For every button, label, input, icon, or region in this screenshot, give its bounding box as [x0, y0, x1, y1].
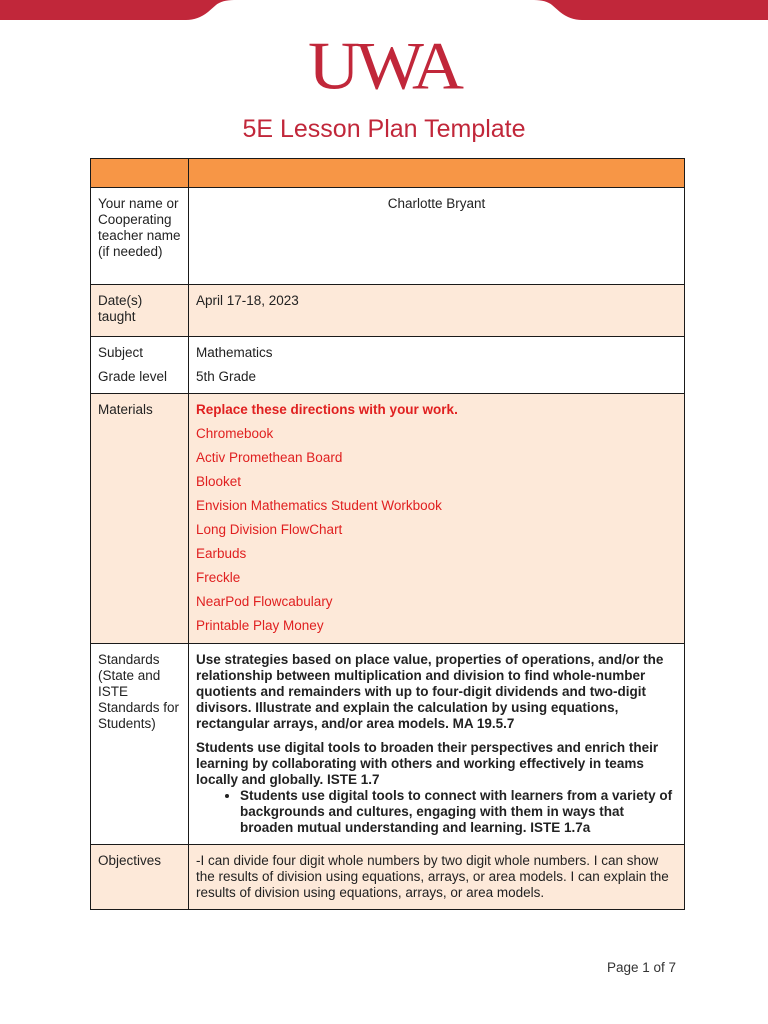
material-item: Envision Mathematics Student Workbook: [196, 498, 442, 513]
dates-value: April 17-18, 2023: [189, 285, 685, 337]
table-row-objectives: [91, 845, 685, 910]
grade-label: Grade level: [98, 369, 168, 384]
table-header-row: [91, 159, 685, 188]
objectives-value: -I can divide four digit whole numbers by two digit whole numbers. I can show the results of division using equations, arrays, or area models. I can explain the results of division using equations, arrays, or area models.: [189, 845, 685, 910]
materials-directions: Replace these directions with your work.: [196, 402, 458, 417]
header-cell-left: [91, 159, 189, 188]
table-row-standards: [91, 644, 685, 845]
material-item: Blooket: [196, 474, 242, 489]
table-row-name: [91, 188, 685, 285]
subject-value: Mathematics: [196, 345, 273, 360]
dates-label: Date(s) taught: [91, 285, 189, 337]
material-item: Freckle: [196, 570, 241, 585]
top-banner: [0, 0, 768, 20]
table-row-dates: [91, 285, 685, 337]
subject-grade-labels: [91, 337, 189, 394]
materials-list: [189, 394, 685, 644]
standards-bullet: • Students use digital tools to connect with learners from a variety of backgrounds and cultures, engaging with them in ways that broaden mutual understanding and learning. ISTE 1.7a: [240, 788, 677, 836]
material-item: Long Division FlowChart: [196, 522, 343, 537]
material-item: Activ Promethean Board: [196, 450, 343, 465]
page-title: 5E Lesson Plan Template: [242, 115, 526, 143]
material-item: Printable Play Money: [196, 618, 324, 633]
material-item: NearPod Flowcabulary: [196, 594, 333, 609]
standards-bullet-list: [196, 788, 677, 836]
material-item: Earbuds: [196, 546, 247, 561]
standards-content: [189, 644, 685, 845]
grade-value: 5th Grade: [196, 369, 257, 384]
name-label: Your name or Cooperating teacher name (if needed): [91, 188, 189, 285]
uwa-logo: UWA: [308, 28, 460, 104]
standards-label: Standards (State and ISTE Standards for Students): [91, 644, 189, 845]
page-number: Page 1 of 7: [607, 960, 677, 975]
standards-paragraph: Use strategies based on place value, properties of operations, and/or the relationship between multiplication and division to find whole-number quotients and remainders with up to four-digit dividends and two-digit divisors. Illustrate and explain the calculation by using equations, rectangular arrays, and/or area models. MA 19.5.7: [196, 652, 664, 731]
subject-grade-values: [189, 337, 685, 394]
table-row-materials: [91, 394, 685, 644]
standards-paragraph: Students use digital tools to broaden their perspectives and enrich their learning by collaborating with others and working effectively in teams locally and globally. ISTE 1.7: [196, 740, 659, 787]
objectives-label: Objectives: [91, 845, 189, 910]
teacher-name: Charlotte Bryant: [189, 188, 685, 285]
material-item: Chromebook: [196, 426, 274, 441]
subject-label: Subject: [98, 345, 144, 360]
materials-label: Materials: [91, 394, 189, 644]
lesson-plan-table: [90, 158, 685, 910]
table-row-subject-grade: [91, 337, 685, 394]
header-cell-right: [189, 159, 685, 188]
